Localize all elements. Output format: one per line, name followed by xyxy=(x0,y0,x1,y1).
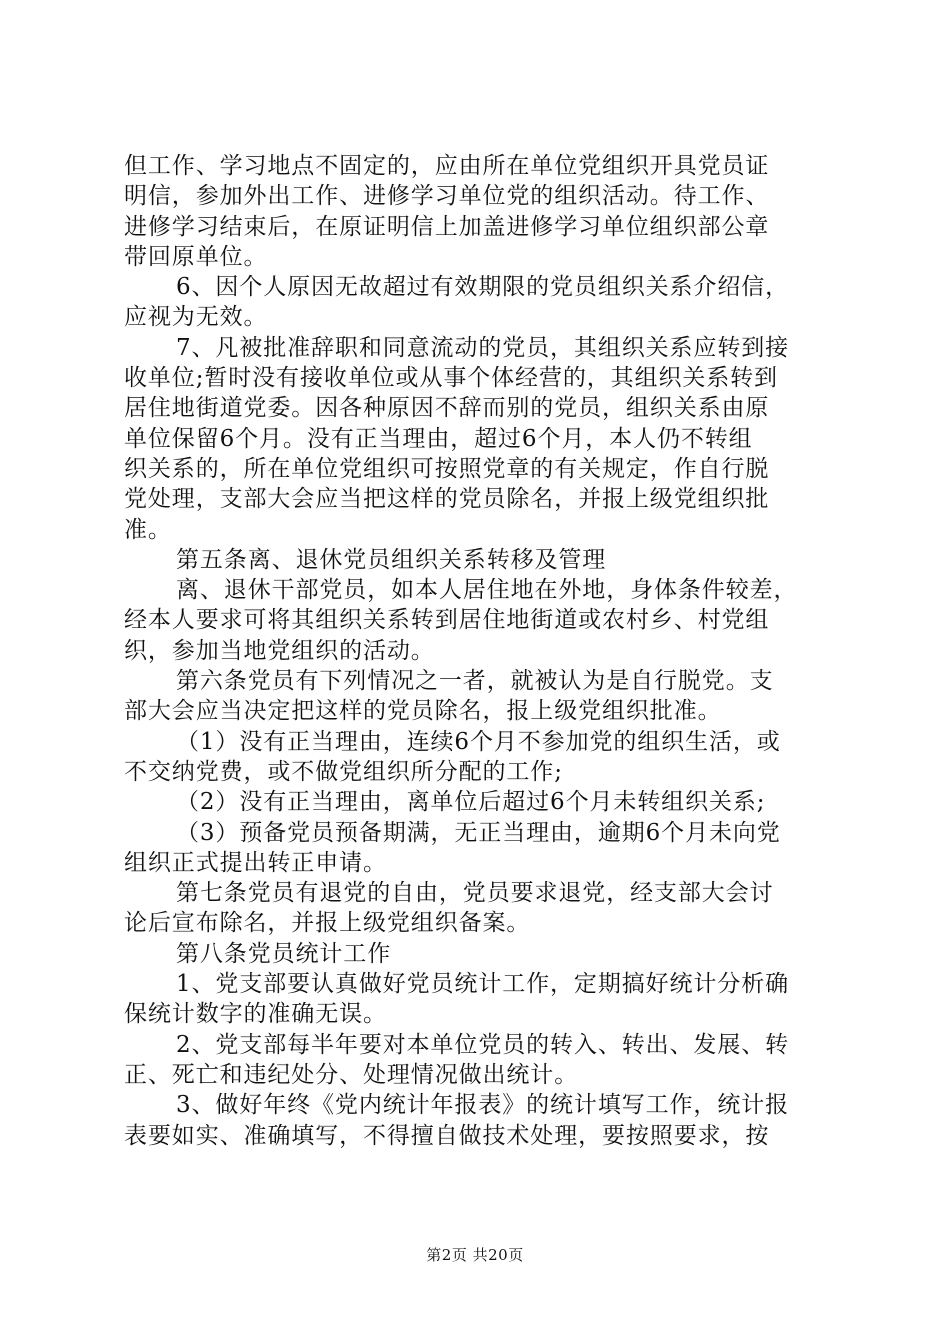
text-line: 离、退休干部党员，如本人居住地在外地，身体条件较差， xyxy=(176,577,798,604)
text-line: （3）预备党员预备期满，无正当理由，逾期6个月未向党 xyxy=(176,819,781,846)
text-line: 3、做好年终《党内统计年报表》的统计填写工作，统计报 xyxy=(176,1092,790,1119)
text-line: 应视为无效。 xyxy=(124,304,268,331)
text-line: （2）没有正当理由，离单位后超过6个月未转组织关系; xyxy=(176,789,766,816)
document-body xyxy=(124,151,834,1151)
text-line: 保统计数字的准确无误。 xyxy=(124,1001,387,1028)
text-line: 不交纳党费，或不做党组织所分配的工作; xyxy=(124,758,563,785)
text-line: 党处理，支部大会应当把这样的党员除名，并报上级党组织批 xyxy=(124,486,770,513)
page-footer: 第2页 共20页 xyxy=(426,1246,524,1264)
text-line: 织，参加当地党组织的活动。 xyxy=(124,637,435,664)
text-line: 第八条党员统计工作 xyxy=(176,940,392,967)
text-line: 明信，参加外出工作、进修学习单位党的组织活动。待工作、 xyxy=(124,183,770,210)
text-line: 2、党支部每半年要对本单位党员的转入、转出、发展、转 xyxy=(176,1031,790,1058)
text-line: 居住地街道党委。因各种原因不辞而别的党员，组织关系由原 xyxy=(124,395,770,422)
text-line: 带回原单位。 xyxy=(124,243,268,270)
text-line: 但工作、学习地点不固定的，应由所在单位党组织开具党员证 xyxy=(124,153,770,179)
text-line: 正、死亡和违纪处分、处理情况做出统计。 xyxy=(124,1061,579,1088)
text-line: 第七条党员有退党的自由，党员要求退党，经支部大会讨 xyxy=(176,880,774,907)
text-line: 准。 xyxy=(124,516,172,543)
text-line: 单位保留6个月。没有正当理由，超过6个月，本人仍不转组 xyxy=(124,425,753,452)
text-line: 部大会应当决定把这样的党员除名，报上级党组织批准。 xyxy=(124,698,722,725)
text-line: 6、因个人原因无故超过有效期限的党员组织关系介绍信， xyxy=(176,274,790,301)
text-line: 组织正式提出转正申请。 xyxy=(124,849,387,876)
text-line: 1、党支部要认真做好党员统计工作，定期搞好统计分析确 xyxy=(176,971,790,998)
text-line: 论后宣布除名，并报上级党组织备案。 xyxy=(124,910,531,937)
text-line: 经本人要求可将其组织关系转到居住地街道或农村乡、村党组 xyxy=(124,607,770,634)
text-line: （1）没有正当理由，连续6个月不参加党的组织生活，或 xyxy=(176,728,781,755)
text-line: 织关系的，所在单位党组织可按照党章的有关规定，作自行脱 xyxy=(124,455,770,482)
text-line: 7、凡被批准辞职和同意流动的党员，其组织关系应转到接 xyxy=(176,334,790,361)
text-line: 收单位;暂时没有接收单位或从事个体经营的，其组织关系转到 xyxy=(124,365,778,392)
text-line: 第六条党员有下列情况之一者，就被认为是自行脱党。支 xyxy=(176,668,774,695)
text-line: 表要如实、准确填写，不得擅自做技术处理，要按照要求，按 xyxy=(124,1122,770,1149)
text-line: 第五条离、退休党员组织关系转移及管理 xyxy=(176,546,607,573)
text-line: 进修学习结束后，在原证明信上加盖进修学习单位组织部公章 xyxy=(124,213,770,240)
